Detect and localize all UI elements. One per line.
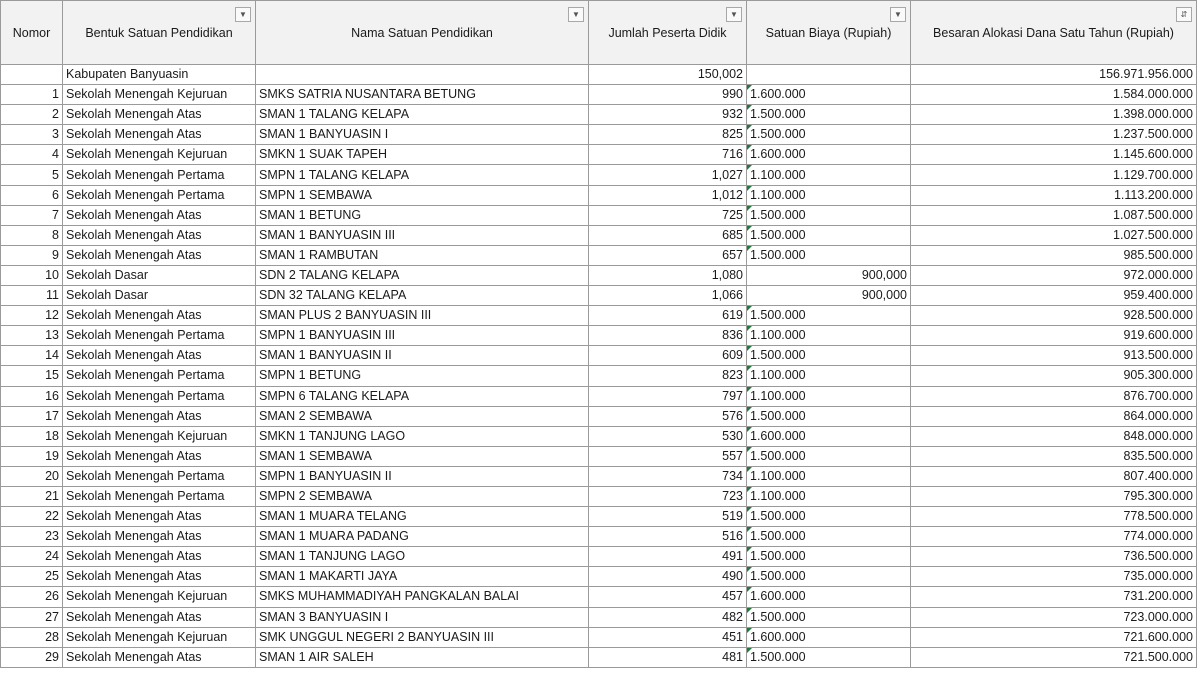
bentuk-cell[interactable]: Sekolah Menengah Atas xyxy=(63,125,256,145)
biaya-cell[interactable]: 1.500.000 xyxy=(747,406,911,426)
biaya-cell[interactable]: 1.600.000 xyxy=(747,85,911,105)
nama-cell[interactable]: SMAN 1 BANYUASIN I xyxy=(256,125,589,145)
bentuk-cell[interactable]: Sekolah Menengah Atas xyxy=(63,547,256,567)
alokasi-cell[interactable]: 1.113.200.000 xyxy=(911,185,1197,205)
jumlah-cell[interactable]: 836 xyxy=(589,326,747,346)
alokasi-cell[interactable]: 1.584.000.000 xyxy=(911,85,1197,105)
biaya-cell[interactable]: 1.500.000 xyxy=(747,567,911,587)
alokasi-cell[interactable]: 736.500.000 xyxy=(911,547,1197,567)
header-row xyxy=(1,1,1197,65)
table-row xyxy=(1,165,1197,185)
error-indicator-icon xyxy=(747,85,753,91)
table-row xyxy=(1,547,1197,567)
error-indicator-icon xyxy=(747,628,753,634)
nama-cell[interactable]: SMAN 2 SEMBAWA xyxy=(256,406,589,426)
alokasi-cell[interactable]: 807.400.000 xyxy=(911,466,1197,486)
jumlah-cell[interactable]: 685 xyxy=(589,225,747,245)
alokasi-cell[interactable]: 928.500.000 xyxy=(911,306,1197,326)
nama-cell[interactable]: SMPN 1 BETUNG xyxy=(256,366,589,386)
error-indicator-icon xyxy=(747,487,753,493)
biaya-cell[interactable]: 1.500.000 xyxy=(747,105,911,125)
biaya-cell[interactable]: 1.500.000 xyxy=(747,125,911,145)
nama-cell[interactable]: SMAN 1 TANJUNG LAGO xyxy=(256,547,589,567)
row-number-cell[interactable]: 21 xyxy=(1,486,63,506)
bentuk-cell[interactable]: Sekolah Menengah Kejuruan xyxy=(63,587,256,607)
summary-nama-cell[interactable] xyxy=(256,65,589,85)
sort-filter-icon[interactable]: ⇵ xyxy=(1176,7,1192,22)
jumlah-cell[interactable]: 1,066 xyxy=(589,286,747,306)
error-indicator-icon xyxy=(747,608,753,614)
jumlah-cell[interactable]: 557 xyxy=(589,446,747,466)
table-row xyxy=(1,245,1197,265)
jumlah-cell[interactable]: 932 xyxy=(589,105,747,125)
table-row xyxy=(1,85,1197,105)
header-bentuk-label: Bentuk Satuan Pendidikan xyxy=(85,25,233,40)
summary-nomor-cell[interactable] xyxy=(1,65,63,85)
header-alokasi[interactable] xyxy=(911,1,1197,65)
row-number-cell[interactable]: 14 xyxy=(1,346,63,366)
nama-cell[interactable]: SMAN 1 RAMBUTAN xyxy=(256,245,589,265)
bentuk-cell[interactable]: Sekolah Menengah Kejuruan xyxy=(63,85,256,105)
alokasi-cell[interactable]: 959.400.000 xyxy=(911,286,1197,306)
jumlah-cell[interactable]: 990 xyxy=(589,85,747,105)
bentuk-cell[interactable]: Sekolah Menengah Atas xyxy=(63,245,256,265)
error-indicator-icon xyxy=(747,447,753,453)
error-indicator-icon xyxy=(747,407,753,413)
header-biaya[interactable] xyxy=(747,1,911,65)
alokasi-cell[interactable]: 1.398.000.000 xyxy=(911,105,1197,125)
error-indicator-icon xyxy=(747,507,753,513)
alokasi-cell[interactable]: 1.129.700.000 xyxy=(911,165,1197,185)
error-indicator-icon xyxy=(747,587,753,593)
alokasi-cell[interactable]: 905.300.000 xyxy=(911,366,1197,386)
row-number-cell[interactable]: 12 xyxy=(1,306,63,326)
biaya-cell[interactable]: 1.100.000 xyxy=(747,366,911,386)
row-number-cell[interactable]: 25 xyxy=(1,567,63,587)
biaya-cell[interactable]: 1.500.000 xyxy=(747,527,911,547)
alokasi-cell[interactable]: 848.000.000 xyxy=(911,426,1197,446)
summary-label-cell[interactable]: Kabupaten Banyuasin xyxy=(63,65,256,85)
jumlah-cell[interactable]: 723 xyxy=(589,486,747,506)
row-number-cell[interactable]: 6 xyxy=(1,185,63,205)
header-biaya-label: Satuan Biaya (Rupiah) xyxy=(765,25,892,40)
bentuk-cell[interactable]: Sekolah Menengah Atas xyxy=(63,647,256,667)
biaya-cell[interactable]: 1.600.000 xyxy=(747,426,911,446)
biaya-cell[interactable]: 1.500.000 xyxy=(747,205,911,225)
row-number-cell[interactable]: 10 xyxy=(1,265,63,285)
table-row xyxy=(1,185,1197,205)
bentuk-cell[interactable]: Sekolah Menengah Pertama xyxy=(63,326,256,346)
jumlah-cell[interactable]: 1,080 xyxy=(589,265,747,285)
error-indicator-icon xyxy=(747,105,753,111)
row-number-cell[interactable]: 29 xyxy=(1,647,63,667)
header-alokasi-label: Besaran Alokasi Dana Satu Tahun (Rupiah) xyxy=(933,25,1174,40)
biaya-cell[interactable]: 900,000 xyxy=(747,265,911,285)
error-indicator-icon xyxy=(747,145,753,151)
bentuk-cell[interactable]: Sekolah Menengah Atas xyxy=(63,205,256,225)
header-jumlah[interactable] xyxy=(589,1,747,65)
jumlah-cell[interactable]: 457 xyxy=(589,587,747,607)
row-number-cell[interactable]: 9 xyxy=(1,245,63,265)
jumlah-cell[interactable]: 451 xyxy=(589,627,747,647)
bentuk-cell[interactable]: Sekolah Menengah Atas xyxy=(63,527,256,547)
bentuk-cell[interactable]: Sekolah Menengah Kejuruan xyxy=(63,627,256,647)
table-row xyxy=(1,627,1197,647)
bentuk-cell[interactable]: Sekolah Dasar xyxy=(63,265,256,285)
jumlah-cell[interactable]: 797 xyxy=(589,386,747,406)
bentuk-cell[interactable]: Sekolah Menengah Kejuruan xyxy=(63,145,256,165)
bentuk-cell[interactable]: Sekolah Menengah Pertama xyxy=(63,466,256,486)
jumlah-cell[interactable]: 657 xyxy=(589,245,747,265)
dropdown-arrow-icon[interactable]: ▼ xyxy=(890,7,906,22)
row-number-cell[interactable]: 5 xyxy=(1,165,63,185)
error-indicator-icon xyxy=(747,186,753,192)
header-nama-label: Nama Satuan Pendidikan xyxy=(351,25,493,40)
table-row xyxy=(1,366,1197,386)
bentuk-cell[interactable]: Sekolah Menengah Atas xyxy=(63,225,256,245)
dropdown-arrow-icon[interactable]: ▼ xyxy=(568,7,584,22)
header-nomor-label: Nomor xyxy=(12,25,51,40)
alokasi-cell[interactable]: 919.600.000 xyxy=(911,326,1197,346)
jumlah-cell[interactable]: 1,012 xyxy=(589,185,747,205)
biaya-cell[interactable]: 1.500.000 xyxy=(747,245,911,265)
error-indicator-icon xyxy=(747,246,753,252)
biaya-cell[interactable]: 1.500.000 xyxy=(747,547,911,567)
jumlah-cell[interactable]: 734 xyxy=(589,466,747,486)
alokasi-cell[interactable]: 723.000.000 xyxy=(911,607,1197,627)
row-number-cell[interactable]: 7 xyxy=(1,205,63,225)
error-indicator-icon xyxy=(747,206,753,212)
biaya-cell[interactable]: 1.500.000 xyxy=(747,446,911,466)
nama-cell[interactable]: SMKS MUHAMMADIYAH PANGKALAN BALAI xyxy=(256,587,589,607)
bentuk-cell[interactable]: Sekolah Menengah Atas xyxy=(63,446,256,466)
nama-cell[interactable]: SMAN 1 MUARA TELANG xyxy=(256,507,589,527)
table-row xyxy=(1,486,1197,506)
alokasi-cell[interactable]: 778.500.000 xyxy=(911,507,1197,527)
nama-cell[interactable]: SMAN 1 SEMBAWA xyxy=(256,446,589,466)
nama-cell[interactable]: SMAN 1 BANYUASIN II xyxy=(256,346,589,366)
bentuk-cell[interactable]: Sekolah Menengah Pertama xyxy=(63,386,256,406)
row-number-cell[interactable]: 28 xyxy=(1,627,63,647)
row-number-cell[interactable]: 24 xyxy=(1,547,63,567)
dropdown-arrow-icon[interactable]: ▼ xyxy=(726,7,742,22)
biaya-cell[interactable]: 1.500.000 xyxy=(747,346,911,366)
row-number-cell[interactable]: 11 xyxy=(1,286,63,306)
jumlah-cell[interactable]: 825 xyxy=(589,125,747,145)
row-number-cell[interactable]: 27 xyxy=(1,607,63,627)
row-number-cell[interactable]: 20 xyxy=(1,466,63,486)
alokasi-cell[interactable]: 985.500.000 xyxy=(911,245,1197,265)
alokasi-cell[interactable]: 735.000.000 xyxy=(911,567,1197,587)
alokasi-cell[interactable]: 972.000.000 xyxy=(911,265,1197,285)
biaya-cell[interactable]: 1.600.000 xyxy=(747,145,911,165)
nama-cell[interactable]: SMK UNGGUL NEGERI 2 BANYUASIN III xyxy=(256,627,589,647)
row-number-cell[interactable]: 1 xyxy=(1,85,63,105)
table-row xyxy=(1,386,1197,406)
table-row xyxy=(1,607,1197,627)
alokasi-cell[interactable]: 774.000.000 xyxy=(911,527,1197,547)
nama-cell[interactable]: SMAN 1 BANYUASIN III xyxy=(256,225,589,245)
table-row xyxy=(1,125,1197,145)
alokasi-cell[interactable]: 913.500.000 xyxy=(911,346,1197,366)
table-row xyxy=(1,527,1197,547)
jumlah-cell[interactable]: 716 xyxy=(589,145,747,165)
row-number-cell[interactable]: 3 xyxy=(1,125,63,145)
jumlah-cell[interactable]: 530 xyxy=(589,426,747,446)
row-number-cell[interactable]: 8 xyxy=(1,225,63,245)
bentuk-cell[interactable]: Sekolah Menengah Pertama xyxy=(63,185,256,205)
summary-jumlah-cell[interactable]: 150,002 xyxy=(589,65,747,85)
error-indicator-icon xyxy=(747,467,753,473)
error-indicator-icon xyxy=(747,306,753,312)
error-indicator-icon xyxy=(747,547,753,553)
error-indicator-icon xyxy=(747,567,753,573)
bentuk-cell[interactable]: Sekolah Menengah Pertama xyxy=(63,366,256,386)
biaya-cell[interactable]: 1.100.000 xyxy=(747,486,911,506)
alokasi-cell[interactable]: 721.600.000 xyxy=(911,627,1197,647)
nama-cell[interactable]: SMPN 1 BANYUASIN II xyxy=(256,466,589,486)
dropdown-arrow-icon[interactable]: ▼ xyxy=(235,7,251,22)
alokasi-cell[interactable]: 731.200.000 xyxy=(911,587,1197,607)
bentuk-cell[interactable]: Sekolah Menengah Atas xyxy=(63,607,256,627)
error-indicator-icon xyxy=(747,366,753,372)
row-number-cell[interactable]: 13 xyxy=(1,326,63,346)
row-number-cell[interactable]: 23 xyxy=(1,527,63,547)
error-indicator-icon xyxy=(747,648,753,654)
table-row xyxy=(1,406,1197,426)
table-row xyxy=(1,286,1197,306)
nama-cell[interactable]: SMKN 1 TANJUNG LAGO xyxy=(256,426,589,446)
jumlah-cell[interactable]: 619 xyxy=(589,306,747,326)
table-row xyxy=(1,647,1197,667)
biaya-cell[interactable]: 1.600.000 xyxy=(747,587,911,607)
alokasi-cell[interactable]: 864.000.000 xyxy=(911,406,1197,426)
table-row xyxy=(1,426,1197,446)
error-indicator-icon xyxy=(747,125,753,131)
nama-cell[interactable]: SMKN 1 SUAK TAPEH xyxy=(256,145,589,165)
error-indicator-icon xyxy=(747,326,753,332)
nama-cell[interactable]: SMAN 3 BANYUASIN I xyxy=(256,607,589,627)
jumlah-cell[interactable]: 576 xyxy=(589,406,747,426)
row-number-cell[interactable]: 26 xyxy=(1,587,63,607)
table-row xyxy=(1,145,1197,165)
alokasi-cell[interactable]: 721.500.000 xyxy=(911,647,1197,667)
biaya-cell[interactable]: 1.100.000 xyxy=(747,466,911,486)
nama-cell[interactable]: SDN 2 TALANG KELAPA xyxy=(256,265,589,285)
jumlah-cell[interactable]: 609 xyxy=(589,346,747,366)
table-row xyxy=(1,326,1197,346)
alokasi-cell[interactable]: 1.087.500.000 xyxy=(911,205,1197,225)
alokasi-cell[interactable]: 1.027.500.000 xyxy=(911,225,1197,245)
biaya-cell[interactable]: 1.500.000 xyxy=(747,306,911,326)
nama-cell[interactable]: SMPN 6 TALANG KELAPA xyxy=(256,386,589,406)
header-bentuk[interactable] xyxy=(63,1,256,65)
bentuk-cell[interactable]: Sekolah Menengah Pertama xyxy=(63,165,256,185)
header-jumlah-label: Jumlah Peserta Didik xyxy=(608,25,727,40)
summary-alokasi-cell[interactable]: 156.971.956.000 xyxy=(911,65,1197,85)
biaya-cell[interactable]: 1.100.000 xyxy=(747,386,911,406)
jumlah-cell[interactable]: 519 xyxy=(589,507,747,527)
nama-cell[interactable]: SMAN 1 AIR SALEH xyxy=(256,647,589,667)
jumlah-cell[interactable]: 481 xyxy=(589,647,747,667)
error-indicator-icon xyxy=(747,226,753,232)
biaya-cell[interactable]: 1.600.000 xyxy=(747,627,911,647)
biaya-cell[interactable]: 900,000 xyxy=(747,286,911,306)
table-row xyxy=(1,225,1197,245)
bentuk-cell[interactable]: Sekolah Menengah Atas xyxy=(63,567,256,587)
table-row xyxy=(1,306,1197,326)
header-nomor[interactable] xyxy=(1,1,63,65)
error-indicator-icon xyxy=(747,165,753,171)
nama-cell[interactable]: SMPN 1 TALANG KELAPA xyxy=(256,165,589,185)
table-row xyxy=(1,446,1197,466)
table-row xyxy=(1,466,1197,486)
jumlah-cell[interactable]: 491 xyxy=(589,547,747,567)
table-row xyxy=(1,507,1197,527)
row-number-cell[interactable]: 16 xyxy=(1,386,63,406)
alokasi-cell[interactable]: 876.700.000 xyxy=(911,386,1197,406)
row-number-cell[interactable]: 4 xyxy=(1,145,63,165)
summary-row xyxy=(1,65,1197,85)
row-number-cell[interactable]: 2 xyxy=(1,105,63,125)
bentuk-cell[interactable]: Sekolah Dasar xyxy=(63,286,256,306)
nama-cell[interactable]: SMAN PLUS 2 BANYUASIN III xyxy=(256,306,589,326)
table-row xyxy=(1,265,1197,285)
header-nama[interactable] xyxy=(256,1,589,65)
alokasi-cell[interactable]: 1.145.600.000 xyxy=(911,145,1197,165)
biaya-cell[interactable]: 1.500.000 xyxy=(747,607,911,627)
biaya-cell[interactable]: 1.500.000 xyxy=(747,225,911,245)
error-indicator-icon xyxy=(747,346,753,352)
row-number-cell[interactable]: 18 xyxy=(1,426,63,446)
jumlah-cell[interactable]: 490 xyxy=(589,567,747,587)
error-indicator-icon xyxy=(747,527,753,533)
bentuk-cell[interactable]: Sekolah Menengah Atas xyxy=(63,105,256,125)
nama-cell[interactable]: SDN 32 TALANG KELAPA xyxy=(256,286,589,306)
nama-cell[interactable]: SMAN 1 BETUNG xyxy=(256,205,589,225)
biaya-cell[interactable]: 1.500.000 xyxy=(747,647,911,667)
nama-cell[interactable]: SMKS SATRIA NUSANTARA BETUNG xyxy=(256,85,589,105)
error-indicator-icon xyxy=(747,387,753,393)
nama-cell[interactable]: SMPN 2 SEMBAWA xyxy=(256,486,589,506)
bentuk-cell[interactable]: Sekolah Menengah Atas xyxy=(63,406,256,426)
jumlah-cell[interactable]: 516 xyxy=(589,527,747,547)
table-row xyxy=(1,205,1197,225)
nama-cell[interactable]: SMAN 1 MAKARTI JAYA xyxy=(256,567,589,587)
row-number-cell[interactable]: 22 xyxy=(1,507,63,527)
nama-cell[interactable]: SMPN 1 SEMBAWA xyxy=(256,185,589,205)
jumlah-cell[interactable]: 725 xyxy=(589,205,747,225)
jumlah-cell[interactable]: 823 xyxy=(589,366,747,386)
summary-biaya-cell[interactable] xyxy=(747,65,911,85)
bentuk-cell[interactable]: Sekolah Menengah Atas xyxy=(63,306,256,326)
biaya-cell[interactable]: 1.100.000 xyxy=(747,326,911,346)
biaya-cell[interactable]: 1.100.000 xyxy=(747,185,911,205)
table-row xyxy=(1,105,1197,125)
biaya-cell[interactable]: 1.100.000 xyxy=(747,165,911,185)
bentuk-cell[interactable]: Sekolah Menengah Atas xyxy=(63,507,256,527)
alokasi-cell[interactable]: 1.237.500.000 xyxy=(911,125,1197,145)
row-number-cell[interactable]: 17 xyxy=(1,406,63,426)
biaya-cell[interactable]: 1.500.000 xyxy=(747,507,911,527)
bentuk-cell[interactable]: Sekolah Menengah Pertama xyxy=(63,486,256,506)
bentuk-cell[interactable]: Sekolah Menengah Atas xyxy=(63,346,256,366)
jumlah-cell[interactable]: 1,027 xyxy=(589,165,747,185)
error-indicator-icon xyxy=(747,427,753,433)
bentuk-cell[interactable]: Sekolah Menengah Kejuruan xyxy=(63,426,256,446)
table-row xyxy=(1,587,1197,607)
nama-cell[interactable]: SMPN 1 BANYUASIN III xyxy=(256,326,589,346)
row-number-cell[interactable]: 15 xyxy=(1,366,63,386)
nama-cell[interactable]: SMAN 1 MUARA PADANG xyxy=(256,527,589,547)
row-number-cell[interactable]: 19 xyxy=(1,446,63,466)
jumlah-cell[interactable]: 482 xyxy=(589,607,747,627)
alokasi-cell[interactable]: 795.300.000 xyxy=(911,486,1197,506)
table-row xyxy=(1,567,1197,587)
nama-cell[interactable]: SMAN 1 TALANG KELAPA xyxy=(256,105,589,125)
table-row xyxy=(1,346,1197,366)
alokasi-cell[interactable]: 835.500.000 xyxy=(911,446,1197,466)
